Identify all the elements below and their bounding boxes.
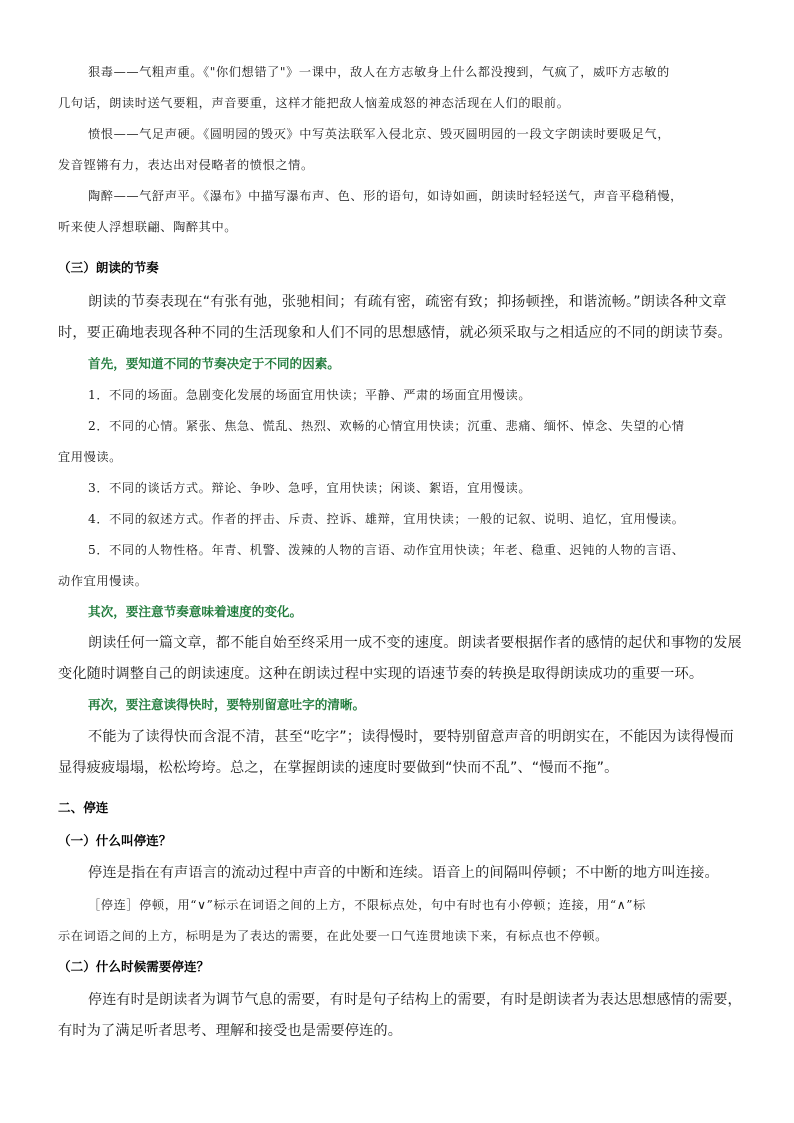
paragraph-resentment-line-2: 发音铿锵有力，表达出对侵略者的愤恨之情。 [58, 158, 314, 172]
item-1: 1．不同的场面。急剧变化发展的场面宜用快读；平静、严肃的场面宜用慢读。 [88, 388, 532, 402]
clarity-para-line-1: 不能为了读得快而含混不清，甚至“吃字”；读得慢时，要特别留意声音的明朗实在，不能因为读得慢而 [88, 729, 734, 745]
notation-note-line-1: ［停连］停顿，用“∨”标示在词语之间的上方，不限标点处，句中有时也有小停顿；连接，用“∧”标 [88, 898, 646, 912]
item-2-line-2: 宜用慢读。 [58, 450, 122, 464]
item-4: 4．不同的叙述方式。作者的抨击、斥责、控诉、雄辩，宜用快读；一般的记叙、说明、追忆，宜用慢读。 [88, 512, 685, 526]
item-5-line-2: 动作宜用慢读。 [58, 574, 148, 588]
when-para-line-2: 有时为了满足听者思考、理解和接受也是需要停连的。 [58, 1023, 403, 1039]
rhythm-intro-line-2: 时，要正确地表现各种不同的生活现象和人们不同的思想感情，就必须采取与之相适应的不同的朗读节奏。 [58, 325, 732, 341]
paragraph-hatred-line-1: 狠毒——气粗声重。《"你们想错了"》一课中，敌人在方志敏身上什么都没搜到，气疯了，威吓方志敏的 [88, 65, 670, 79]
subsection-heading-what: （一）什么叫停连？ [58, 833, 172, 848]
clarity-para-line-2: 显得疲疲塌塌，松松垮垮。总之，在掌握朗读的速度时要做到“快而不乱”、“慢而不拖”。 [58, 760, 619, 776]
paragraph-intoxication-line-1: 陶醉——气舒声平。《瀑布》中描写瀑布声、色、形的语句，如诗如画，朗读时轻轻送气，声音平稳稍慢， [88, 189, 683, 203]
point-third: 再次，要注意读得快时，要特别留意吐字的清晰。 [88, 697, 366, 712]
paragraph-hatred-line-2: 几句话，朗读时送气要粗，声音要重，这样才能把敌人恼羞成怒的神态活现在人们的眼前。 [58, 96, 570, 110]
section-heading-pause-link: 二、停连 [58, 800, 109, 815]
rhythm-intro-line-1: 朗读的节奏表现在“有张有弛，张驰相间；有疏有密，疏密有致；抑扬顿挫，和谐流畅。”朗读各种文章 [88, 294, 727, 310]
when-para-line-1: 停连有时是朗读者为调节气息的需要，有时是句子结构上的需要，有时是朗读者为表达思想感情的需要， [88, 992, 742, 1008]
paragraph-resentment-line-1: 愤恨——气足声硬。《圆明园的毁灭》中写英法联军入侵北京、毁灭圆明园的一段文字朗读时要吸足气， [88, 127, 671, 141]
section-heading-rhythm: （三）朗读的节奏 [58, 260, 159, 275]
point-first: 首先，要知道不同的节奏决定于不同的因素。 [88, 356, 340, 371]
notation-note-line-2: 示在词语之间的上方，标明是为了表达的需要，在此处要一口气连贯地读下来，有标点也不停顿。 [58, 929, 608, 943]
definition-para: 停连是指在有声语言的流动过程中声音的中断和连续。语音上的间隔叫停顿；不中断的地方叫连接。 [88, 865, 719, 881]
item-5-line-1: 5．不同的人物性格。年青、机警、泼辣的人物的言语、动作宜用快读；年老、稳重、迟钝的人物的言语、 [88, 543, 685, 557]
paragraph-intoxication-line-2: 听来使人浮想联翩、陶醉其中。 [58, 220, 238, 234]
point-second: 其次，要注意节奏意味着速度的变化。 [88, 604, 303, 619]
speed-para-line-2: 变化随时调整自己的朗读速度。这种在朗读过程中实现的语速节奏的转换是取得朗读成功的重要一环。 [58, 666, 704, 682]
item-3: 3．不同的谈话方式。辩论、争吵、急呼，宜用快读；闲谈、絮语，宜用慢读。 [88, 481, 532, 495]
item-2-line-1: 2．不同的心情。紧张、焦急、慌乱、热烈、欢畅的心情宜用快读；沉重、悲痛、缅怀、悼念、失望的心情 [88, 419, 685, 433]
speed-para-line-1: 朗读任何一篇文章，都不能自始至终采用一成不变的速度。朗读者要根据作者的感情的起伏和事物的发展 [88, 635, 742, 651]
subsection-heading-when: （二）什么时候需要停连？ [58, 959, 210, 974]
